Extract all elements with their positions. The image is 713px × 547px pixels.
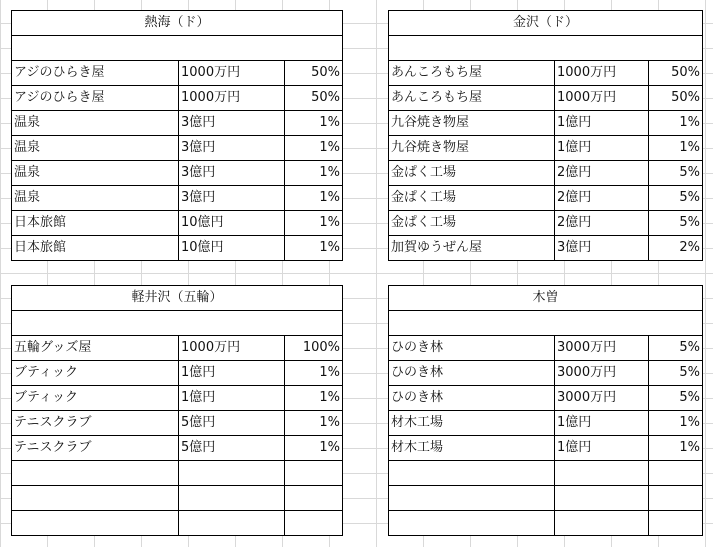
price-cell[interactable]: 1億円 xyxy=(555,111,649,136)
price-cell[interactable]: 1億円 xyxy=(555,436,649,461)
rate-cell[interactable]: 2% xyxy=(649,236,703,261)
table-row xyxy=(389,361,703,386)
rate-cell[interactable]: 1% xyxy=(285,136,343,161)
shop-name-cell[interactable]: ひのき林 xyxy=(389,386,555,411)
table-title-row xyxy=(12,286,343,311)
price-cell[interactable]: 1000万円 xyxy=(179,336,285,361)
price-cell[interactable]: 3000万円 xyxy=(555,336,649,361)
table-row xyxy=(12,86,343,111)
shop-name-cell[interactable]: 温泉 xyxy=(12,186,179,211)
shop-name-cell[interactable] xyxy=(12,486,179,511)
price-cell[interactable]: 3億円 xyxy=(179,111,285,136)
rate-cell[interactable]: 1% xyxy=(649,411,703,436)
shop-name-cell[interactable]: 材木工場 xyxy=(389,436,555,461)
table-karuizawa xyxy=(11,285,343,536)
table-row xyxy=(12,361,343,386)
table-row xyxy=(12,461,343,486)
price-cell[interactable]: 3億円 xyxy=(179,186,285,211)
table-row xyxy=(12,486,343,511)
price-cell[interactable]: 2億円 xyxy=(555,186,649,211)
price-cell[interactable]: 10億円 xyxy=(179,211,285,236)
rate-cell[interactable] xyxy=(649,486,703,511)
price-cell[interactable] xyxy=(555,461,649,486)
shop-name-cell[interactable]: ひのき林 xyxy=(389,336,555,361)
rate-cell[interactable]: 50% xyxy=(285,86,343,111)
price-cell[interactable]: 1億円 xyxy=(555,136,649,161)
shop-name-cell[interactable]: 日本旅館 xyxy=(12,236,179,261)
price-cell[interactable]: 1000万円 xyxy=(179,86,285,111)
table-title[interactable]: 金沢（ド） xyxy=(389,11,703,36)
price-cell[interactable]: 3億円 xyxy=(555,236,649,261)
rate-cell[interactable]: 5% xyxy=(649,211,703,236)
shop-name-cell[interactable]: ブティック xyxy=(12,386,179,411)
price-cell[interactable] xyxy=(179,461,285,486)
table-row xyxy=(12,336,343,361)
table-atami xyxy=(11,10,343,261)
shop-name-cell[interactable]: 金ぱく工場 xyxy=(389,161,555,186)
rate-cell[interactable] xyxy=(285,486,343,511)
table-row xyxy=(12,186,343,211)
blank-cell[interactable] xyxy=(12,311,343,336)
rate-cell[interactable]: 1% xyxy=(285,436,343,461)
table-row xyxy=(12,436,343,461)
price-cell[interactable]: 1億円 xyxy=(179,386,285,411)
blank-cell[interactable] xyxy=(389,311,703,336)
table-row xyxy=(12,411,343,436)
price-cell[interactable] xyxy=(179,486,285,511)
rate-cell[interactable] xyxy=(649,511,703,536)
price-cell[interactable] xyxy=(555,511,649,536)
rate-cell[interactable] xyxy=(285,511,343,536)
price-cell[interactable]: 3000万円 xyxy=(555,386,649,411)
table-title[interactable]: 熱海（ド） xyxy=(12,11,343,36)
rate-cell[interactable]: 1% xyxy=(285,211,343,236)
rate-cell[interactable]: 100% xyxy=(285,336,343,361)
table-row xyxy=(389,436,703,461)
shop-name-cell[interactable]: テニスクラブ xyxy=(12,411,179,436)
table-row xyxy=(389,236,703,261)
shop-name-cell[interactable]: 温泉 xyxy=(12,136,179,161)
rate-cell[interactable]: 50% xyxy=(649,61,703,86)
table-row xyxy=(12,161,343,186)
table-title[interactable]: 木曽 xyxy=(389,286,703,311)
price-cell[interactable]: 1000万円 xyxy=(179,61,285,86)
shop-name-cell[interactable] xyxy=(389,511,555,536)
price-cell[interactable]: 5億円 xyxy=(179,436,285,461)
table-row xyxy=(389,111,703,136)
shop-name-cell[interactable]: 九谷焼き物屋 xyxy=(389,111,555,136)
rate-cell[interactable]: 1% xyxy=(285,161,343,186)
shop-name-cell[interactable]: ひのき林 xyxy=(389,361,555,386)
price-cell[interactable]: 5億円 xyxy=(179,411,285,436)
rate-cell[interactable]: 5% xyxy=(649,336,703,361)
price-cell[interactable]: 3億円 xyxy=(179,136,285,161)
price-cell[interactable]: 10億円 xyxy=(179,236,285,261)
table-row xyxy=(389,61,703,86)
table-row xyxy=(12,211,343,236)
shop-name-cell[interactable] xyxy=(389,461,555,486)
table-row xyxy=(389,86,703,111)
rate-cell[interactable]: 1% xyxy=(649,436,703,461)
shop-name-cell[interactable]: 温泉 xyxy=(12,161,179,186)
shop-name-cell[interactable] xyxy=(12,511,179,536)
table-title-row xyxy=(389,11,703,36)
table-row xyxy=(389,461,703,486)
shop-name-cell[interactable]: 加賀ゆうぜん屋 xyxy=(389,236,555,261)
shop-name-cell[interactable]: テニスクラブ xyxy=(12,436,179,461)
price-cell[interactable] xyxy=(555,486,649,511)
blank-cell[interactable] xyxy=(12,36,343,61)
table-title-row xyxy=(12,11,343,36)
table-row xyxy=(389,136,703,161)
shop-name-cell[interactable]: 五輪グッズ屋 xyxy=(12,336,179,361)
table-row xyxy=(389,386,703,411)
price-cell[interactable]: 3000万円 xyxy=(555,361,649,386)
table-kiso xyxy=(388,285,703,536)
rate-cell[interactable]: 1% xyxy=(649,136,703,161)
shop-name-cell[interactable]: 材木工場 xyxy=(389,411,555,436)
blank-cell[interactable] xyxy=(389,36,703,61)
table-row xyxy=(389,211,703,236)
rate-cell[interactable]: 1% xyxy=(285,411,343,436)
rate-cell[interactable] xyxy=(649,461,703,486)
shop-name-cell[interactable]: ブティック xyxy=(12,361,179,386)
price-cell[interactable]: 2億円 xyxy=(555,211,649,236)
table-title[interactable]: 軽井沢（五輪） xyxy=(12,286,343,311)
shop-name-cell[interactable]: 九谷焼き物屋 xyxy=(389,136,555,161)
price-cell[interactable]: 2億円 xyxy=(555,161,649,186)
table-row xyxy=(389,411,703,436)
shop-name-cell[interactable] xyxy=(12,461,179,486)
rate-cell[interactable]: 1% xyxy=(285,186,343,211)
price-cell[interactable]: 1億円 xyxy=(179,361,285,386)
rate-cell[interactable]: 5% xyxy=(649,161,703,186)
table-row xyxy=(12,61,343,86)
shop-name-cell[interactable]: アジのひらき屋 xyxy=(12,86,179,111)
shop-name-cell[interactable]: アジのひらき屋 xyxy=(12,61,179,86)
table-row xyxy=(389,486,703,511)
table-row xyxy=(389,161,703,186)
blank-row xyxy=(12,311,343,336)
shop-name-cell[interactable]: あんころもち屋 xyxy=(389,86,555,111)
table-row xyxy=(12,511,343,536)
shop-name-cell[interactable]: 金ぱく工場 xyxy=(389,211,555,236)
shop-name-cell[interactable]: 温泉 xyxy=(12,111,179,136)
table-row xyxy=(389,336,703,361)
rate-cell[interactable]: 5% xyxy=(649,186,703,211)
shop-name-cell[interactable]: 日本旅館 xyxy=(12,211,179,236)
blank-row xyxy=(12,36,343,61)
table-row xyxy=(12,386,343,411)
rate-cell[interactable]: 50% xyxy=(649,86,703,111)
table-kanazawa xyxy=(388,10,703,261)
rate-cell[interactable] xyxy=(285,461,343,486)
table-row xyxy=(12,236,343,261)
table-row xyxy=(389,186,703,211)
price-cell[interactable]: 1000万円 xyxy=(555,86,649,111)
price-cell[interactable]: 1000万円 xyxy=(555,61,649,86)
price-cell[interactable]: 1億円 xyxy=(555,411,649,436)
rate-cell[interactable]: 1% xyxy=(285,386,343,411)
table-row xyxy=(12,136,343,161)
price-cell[interactable]: 3億円 xyxy=(179,161,285,186)
rate-cell[interactable]: 1% xyxy=(285,111,343,136)
rate-cell[interactable]: 1% xyxy=(285,236,343,261)
rate-cell[interactable]: 5% xyxy=(649,361,703,386)
rate-cell[interactable]: 50% xyxy=(285,61,343,86)
rate-cell[interactable]: 5% xyxy=(649,386,703,411)
blank-row xyxy=(389,36,703,61)
blank-row xyxy=(389,311,703,336)
price-cell[interactable] xyxy=(179,511,285,536)
table-title-row xyxy=(389,286,703,311)
shop-name-cell[interactable]: あんころもち屋 xyxy=(389,61,555,86)
shop-name-cell[interactable]: 金ぱく工場 xyxy=(389,186,555,211)
rate-cell[interactable]: 1% xyxy=(649,111,703,136)
table-row xyxy=(12,111,343,136)
shop-name-cell[interactable] xyxy=(389,486,555,511)
table-row xyxy=(389,511,703,536)
rate-cell[interactable]: 1% xyxy=(285,361,343,386)
